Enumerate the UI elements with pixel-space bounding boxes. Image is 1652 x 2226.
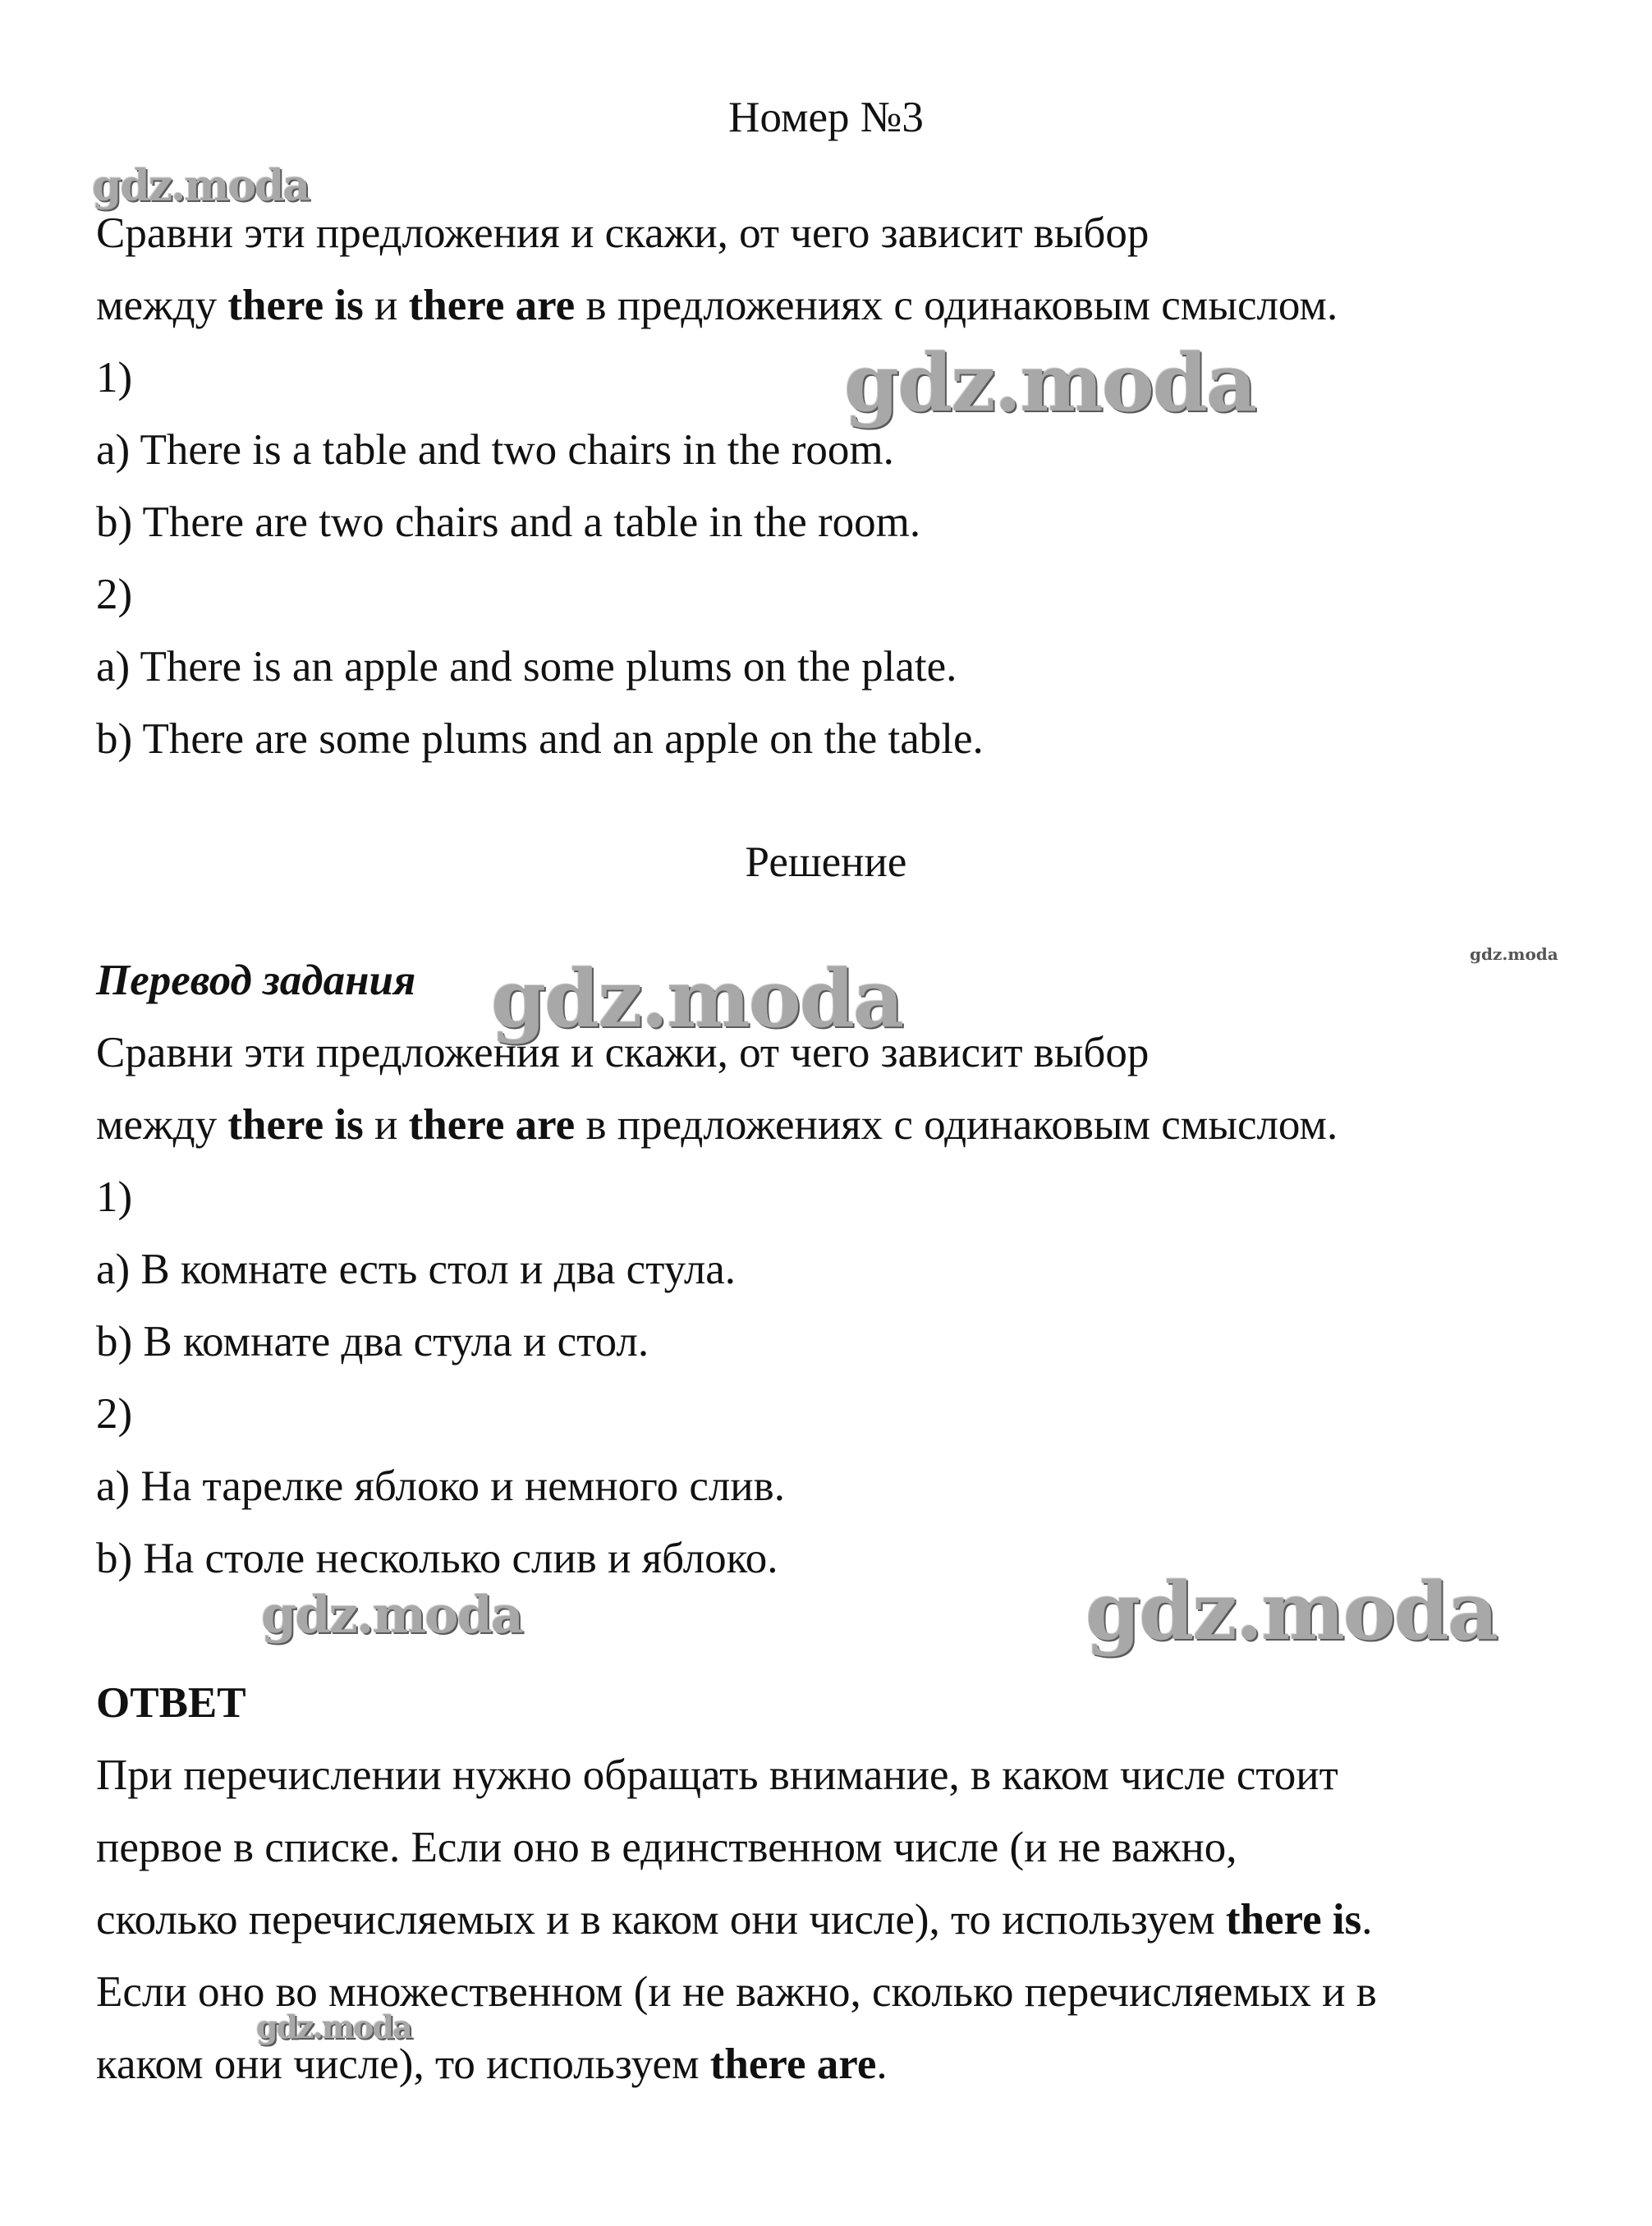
text-fragment: в предложениях с одинаковым смыслом. xyxy=(575,282,1338,329)
text-fragment: в предложениях с одинаковым смыслом. xyxy=(575,1101,1338,1149)
watermark: gdz.moda xyxy=(491,952,903,1045)
text-fragment: . xyxy=(876,2040,888,2088)
watermark: gdz.moda xyxy=(1470,944,1558,964)
keyword-there-are: there are xyxy=(408,1101,576,1149)
task-instruction-line1: Сравни эти предложения и скажи, от чего зависит выбор xyxy=(96,209,1150,257)
answer-line5 xyxy=(96,2040,888,2089)
watermark: gdz.moda xyxy=(92,161,310,211)
solution-instruction-line1: Сравни эти предложения и скажи, от чего зависит выбор xyxy=(96,1029,1150,1076)
solution-group2-b: b) На столе несколько слив и яблоко. xyxy=(96,1535,778,1582)
task-instruction-line2 xyxy=(96,281,1338,330)
keyword-there-is: there is xyxy=(227,282,364,329)
keyword-there-is: there is xyxy=(227,1101,364,1149)
solution-group2-a: a) На тарелке яблоко и немного слив. xyxy=(96,1462,785,1510)
task-group1-b: b) There are two chairs and a table in the room. xyxy=(96,498,921,546)
watermark: gdz.moda xyxy=(261,1585,522,1645)
text-fragment: каком они числе), то используем xyxy=(96,2040,710,2088)
solution-group2-label: 2) xyxy=(96,1390,133,1438)
translation-heading: Перевод задания xyxy=(96,957,416,1004)
answer-heading: ОТВЕТ xyxy=(96,1679,246,1727)
text-fragment: и xyxy=(363,282,409,329)
answer-line2: первое в списке. Если оно в единственном числе (и не важно, xyxy=(96,1824,1237,1871)
text-fragment: сколько перечисляемых и в каком они числе), то используем xyxy=(96,1896,1226,1944)
watermark: gdz.moda xyxy=(256,2008,411,2045)
text-fragment: и xyxy=(363,1101,409,1149)
keyword-there-are: there are xyxy=(709,2040,877,2088)
page-title: Номер №3 xyxy=(728,94,924,141)
keyword-there-are: there are xyxy=(408,282,576,329)
answer-line3 xyxy=(96,1895,1372,1944)
task-group1-a: a) There is a table and two chairs in the room. xyxy=(96,426,894,474)
answer-line1: При перечислении нужно обращать внимание, в каком числе стоит xyxy=(96,1751,1338,1799)
solution-group1-b: b) В комнате два стула и стол. xyxy=(96,1318,649,1365)
watermark: gdz.moda xyxy=(844,337,1256,429)
solution-heading: Решение xyxy=(745,838,907,886)
watermark: gdz.moda xyxy=(1085,1565,1498,1658)
text-fragment: между xyxy=(96,282,228,329)
text-fragment: между xyxy=(96,1101,228,1149)
solution-group1-a: a) В комнате есть стол и два стула. xyxy=(96,1246,737,1293)
task-group1-label: 1) xyxy=(96,354,133,402)
task-group2-b: b) There are some plums and an apple on the table. xyxy=(96,715,984,763)
task-group2-a: a) There is an apple and some plums on the plate. xyxy=(96,643,957,691)
text-fragment: . xyxy=(1361,1896,1373,1944)
solution-instruction-line2 xyxy=(96,1100,1338,1150)
answer-line4: Если оно во множественном (и не важно, сколько перечисляемых и в xyxy=(96,1968,1377,2016)
solution-group1-label: 1) xyxy=(96,1173,133,1221)
keyword-there-is: there is xyxy=(1225,1896,1362,1944)
task-group2-label: 2) xyxy=(96,571,133,618)
